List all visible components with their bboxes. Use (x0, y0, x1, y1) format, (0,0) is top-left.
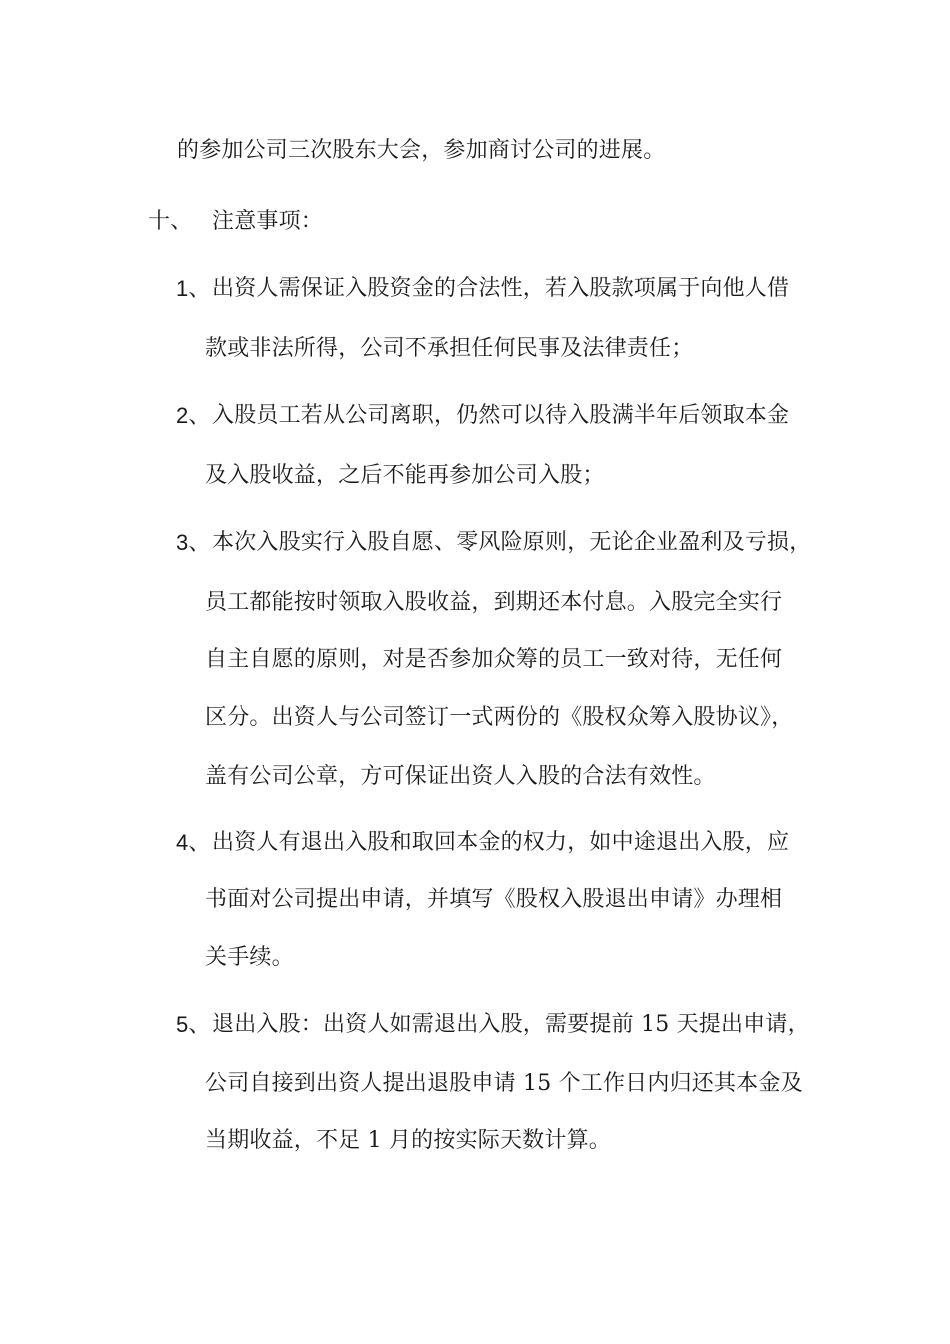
item-3-line-2: 员工都能按时领取入股收益，到期还本付息。入股完全实行 (205, 590, 783, 615)
item-4-line-2: 书面对公司提出申请，并填写《股权入股退出申请》办理相 (205, 887, 783, 912)
item-4-line-3: 关手续。 (205, 945, 294, 970)
item-3-line-5: 盖有公司公章，方可保证出资人入股的合法有效性。 (205, 764, 716, 789)
intro-line: 的参加公司三次股东大会，参加商讨公司的进展。 (177, 138, 666, 163)
item-5-line-2: 公司自接到出资人提出退股申请 15 个工作日内归还其本金及 (205, 1071, 803, 1096)
item-2-number: 2、 (176, 403, 211, 428)
item-2-line-1: 入股员工若从公司离职，仍然可以待入股满半年后领取本金 (212, 403, 790, 428)
item-5-number: 5、 (176, 1012, 211, 1037)
item-5-line-3: 当期收益，不足 1 月的按实际天数计算。 (205, 1128, 611, 1153)
item-4-number: 4、 (176, 830, 211, 855)
item-1-line-2: 款或非法所得，公司不承担任何民事及法律责任； (205, 336, 694, 361)
item-1-number: 1、 (176, 276, 211, 301)
item-1-line-1: 出资人需保证入股资金的合法性，若入股款项属于向他人借 (212, 276, 790, 301)
item-5-line-1: 退出入股：出资人如需退出入股，需要提前 15 天提出申请， (212, 1012, 810, 1037)
item-3-line-4: 区分。出资人与公司签订一式两份的《股权众筹入股协议》， (205, 705, 794, 730)
item-2-line-2: 及入股收益，之后不能再参加公司入股； (205, 463, 605, 488)
section-title: 注意事项： (212, 209, 324, 234)
item-3-line-3: 自主自愿的原则，对是否参加众筹的员工一致对待，无任何 (205, 647, 783, 672)
item-3-line-1: 本次入股实行入股自愿、零风险原则，无论企业盈利及亏损， (212, 530, 812, 555)
section-number: 十、 (148, 209, 193, 234)
item-4-line-1: 出资人有退出入股和取回本金的权力，如中途退出入股，应 (212, 830, 790, 855)
item-3-number: 3、 (176, 530, 211, 555)
